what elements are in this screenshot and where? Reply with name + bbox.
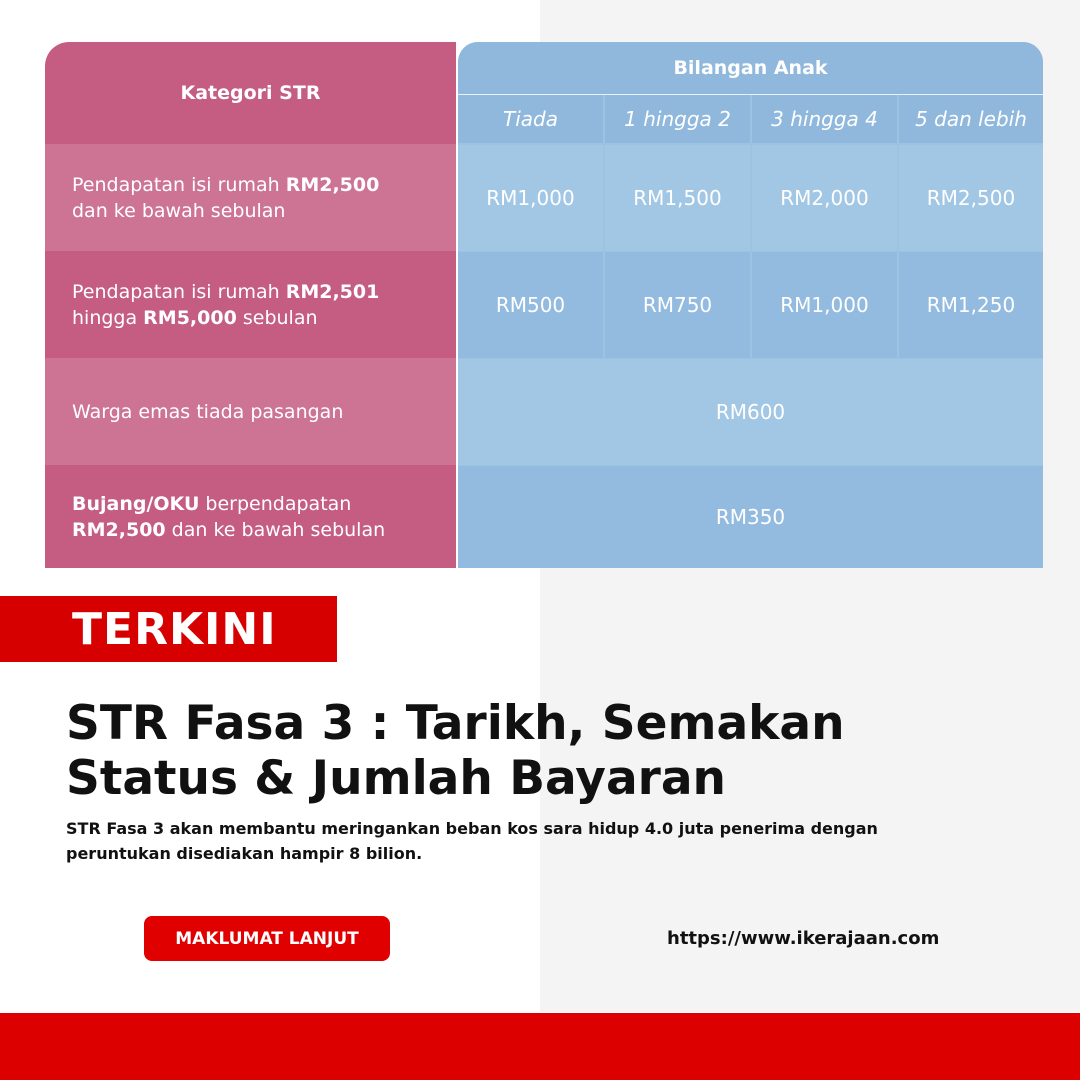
badge-label: TERKINI xyxy=(72,603,277,655)
str-rates-table xyxy=(45,42,1043,568)
category-row-1 xyxy=(45,144,456,251)
category-label: Bujang/OKU berpendapatan RM2,500 dan ke bawah sebulan xyxy=(72,492,386,541)
website-url[interactable]: https://www.ikerajaan.com xyxy=(667,928,940,949)
headline-line: STR Fasa 3 : Tarikh, Semakan xyxy=(66,696,845,751)
headline-line: Status & Jumlah Bayaran xyxy=(66,751,727,806)
amount-cell: RM1,500 xyxy=(605,145,750,251)
summary-text xyxy=(66,816,1026,866)
summary-line: peruntukan disediakan hampir 8 bilion. xyxy=(66,844,423,863)
amount-cell: RM750 xyxy=(605,252,750,358)
sub-header-tiada: Tiada xyxy=(458,95,603,143)
group-header: Bilangan Anak xyxy=(458,42,1043,94)
sub-header-1-2: 1 hingga 2 xyxy=(605,95,750,143)
amount-cell: RM1,000 xyxy=(458,145,603,251)
amount-cell: RM500 xyxy=(458,252,603,358)
category-header: Kategori STR xyxy=(45,42,456,144)
amount-cell: RM2,000 xyxy=(752,145,897,251)
summary-line: STR Fasa 3 akan membantu meringankan beban kos sara hidup 4.0 juta penerima dengan xyxy=(66,819,878,838)
category-row-3 xyxy=(45,358,456,465)
amount-cell: RM1,000 xyxy=(752,252,897,358)
category-column xyxy=(45,42,456,568)
category-row-4 xyxy=(45,465,456,568)
category-label: Pendapatan isi rumah RM2,501 hingga RM5,000 sebulan xyxy=(72,280,380,329)
more-info-button[interactable]: MAKLUMAT LANJUT xyxy=(144,916,390,961)
amount-cell: RM1,250 xyxy=(899,252,1043,358)
children-count-columns xyxy=(458,42,1043,568)
terkini-badge xyxy=(0,596,337,662)
headline xyxy=(66,696,1026,806)
category-label: Pendapatan isi rumah RM2,500 dan ke bawah sebulan xyxy=(72,173,380,222)
sub-header-3-4: 3 hingga 4 xyxy=(752,95,897,143)
sub-header-5-plus: 5 dan lebih xyxy=(899,95,1043,143)
amount-cell-merged: RM600 xyxy=(458,359,1043,465)
amount-cell-merged: RM350 xyxy=(458,466,1043,568)
category-label: Warga emas tiada pasangan xyxy=(72,400,344,423)
category-row-2 xyxy=(45,251,456,358)
amount-cell: RM2,500 xyxy=(899,145,1043,251)
footer-bar xyxy=(0,1013,1080,1080)
